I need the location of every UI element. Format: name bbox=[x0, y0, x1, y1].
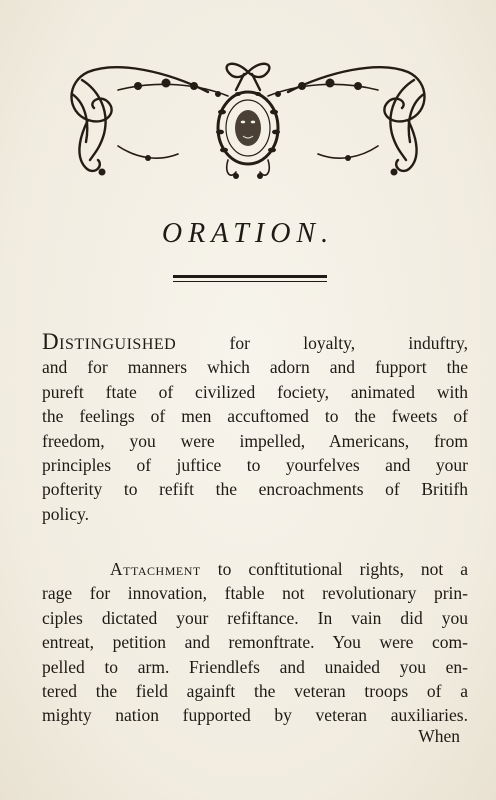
headpiece-ornament bbox=[58, 50, 438, 190]
text-line: tered the field againft the veteran troops of a bbox=[42, 681, 468, 702]
text-line: entreat, petition and remonftrate. You were com- bbox=[42, 632, 468, 653]
text-line: ciples dictated your refiftance. In vain did you bbox=[42, 607, 468, 628]
text-line: pureft ftate of civilized fociety, animated with bbox=[42, 381, 468, 402]
text-line: the feelings of men accuftomed to the fweets of bbox=[42, 406, 468, 427]
text-line: policy. bbox=[42, 503, 89, 524]
text-line: and for manners which adorn and fupport the bbox=[42, 357, 468, 378]
paragraph-1 bbox=[42, 330, 468, 526]
text-line: pelled to arm. Friendlefs and unaided you en- bbox=[42, 656, 468, 677]
text-line: Attachment to conftitutional rights, not a bbox=[110, 559, 469, 579]
lead-word: Attachment bbox=[110, 559, 201, 579]
paragraph-2 bbox=[42, 557, 468, 728]
text-line: mighty nation fupported by veteran auxiliaries. bbox=[42, 705, 468, 726]
title-rule bbox=[173, 275, 327, 282]
text-line: Distinguished for loyalty, induftry, bbox=[42, 329, 469, 354]
text-line: rage for innovation, ftable not revolutionary prin- bbox=[42, 583, 468, 604]
catchword: When bbox=[418, 726, 460, 746]
text-line: freedom, you were impelled, Americans, from bbox=[42, 430, 468, 451]
text-line: principles of juftice to yourfelves and your bbox=[42, 455, 468, 476]
page-title: ORATION. bbox=[161, 218, 335, 249]
text-line: pofterity to refift the encroachments of Britifh bbox=[42, 479, 468, 500]
drop-cap-word: Distinguished bbox=[42, 329, 177, 354]
